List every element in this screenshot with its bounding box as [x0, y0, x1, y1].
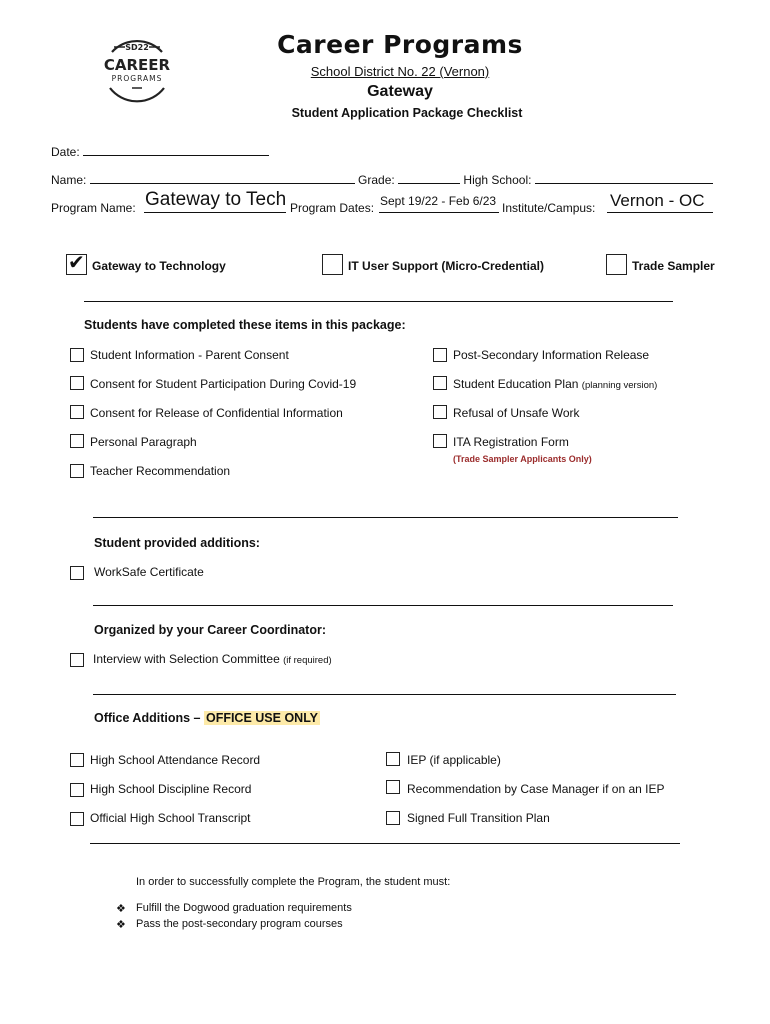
bullet-icon: ❖: [116, 903, 126, 915]
ita-registration-checkbox[interactable]: [433, 434, 447, 448]
gateway-to-technology-checkbox[interactable]: [66, 250, 87, 275]
transcript-checkbox[interactable]: [70, 812, 84, 826]
gateway-to-technology-label: Gateway to Technology: [92, 259, 226, 273]
trade-sampler-label: Trade Sampler: [632, 259, 715, 273]
completion-intro: In order to successfully complete the Program, the student must:: [136, 876, 451, 888]
interview-label: Interview with Selection Committee: [93, 652, 280, 666]
it-user-support-label: IT User Support (Micro-Credential): [348, 259, 545, 273]
divider: [90, 843, 680, 844]
personal-paragraph-checkbox[interactable]: [70, 434, 84, 448]
grade-label: Grade:: [358, 173, 395, 187]
date-label: Date:: [51, 145, 80, 159]
program-title: Gateway: [367, 83, 433, 100]
office-use-only-highlight: OFFICE USE ONLY: [205, 711, 319, 725]
office-heading-prefix: Office Additions –: [94, 711, 204, 725]
program-name-underline: [144, 212, 286, 213]
iep-checkbox[interactable]: [386, 752, 400, 766]
program-name-label: Program Name:: [51, 201, 136, 215]
teacher-recommendation-label: Teacher Recommendation: [90, 464, 231, 478]
institute-label: Institute/Campus:: [502, 201, 596, 215]
post-secondary-release-checkbox[interactable]: [433, 348, 447, 362]
program-dates-label: Program Dates:: [290, 201, 375, 215]
bullet-icon: ❖: [116, 919, 126, 931]
coordinator-heading: Organized by your Career Coordinator:: [94, 623, 326, 637]
confidential-release-label: Consent for Release of Confidential Information: [90, 406, 343, 420]
personal-paragraph-label: Personal Paragraph: [90, 435, 197, 449]
iep-label: IEP (if applicable): [407, 753, 501, 767]
trade-sampler-checkbox[interactable]: [606, 254, 627, 275]
grade-field[interactable]: [398, 171, 460, 184]
transcript-label: Official High School Transcript: [90, 811, 251, 825]
institute-value[interactable]: Vernon - OC: [610, 191, 705, 210]
divider: [93, 694, 676, 695]
checkmark-icon: ✔: [68, 250, 85, 274]
requirement-courses: Pass the post-secondary program courses: [136, 918, 343, 930]
checklist-title: Student Application Package Checklist: [291, 106, 523, 120]
education-plan-row: [453, 377, 657, 391]
discipline-record-checkbox[interactable]: [70, 783, 84, 797]
divider: [84, 301, 673, 302]
ita-registration-label: ITA Registration Form: [453, 435, 569, 449]
high-school-label: High School:: [463, 173, 532, 187]
student-information-checkbox[interactable]: [70, 348, 84, 362]
logo-main-text: CAREER: [103, 56, 171, 74]
interview-note: (if required): [283, 655, 332, 666]
case-manager-checkbox[interactable]: [386, 780, 400, 794]
divider: [93, 517, 678, 518]
education-plan-checkbox[interactable]: [433, 376, 447, 390]
student-information-label: Student Information - Parent Consent: [90, 348, 289, 362]
date-row: [51, 143, 269, 159]
transition-plan-checkbox[interactable]: [386, 811, 400, 825]
additions-heading: Student provided additions:: [94, 536, 260, 550]
program-dates-value[interactable]: Sept 19/22 - Feb 6/23: [380, 194, 497, 208]
post-secondary-release-label: Post-Secondary Information Release: [453, 348, 650, 362]
refusal-unsafe-work-label: Refusal of Unsafe Work: [453, 406, 580, 420]
district-subtitle: School District No. 22 (Vernon): [310, 64, 490, 79]
worksafe-checkbox[interactable]: [70, 566, 84, 580]
requirement-dogwood: Fulfill the Dogwood graduation requirements: [136, 902, 352, 914]
program-name-value[interactable]: Gateway to Tech: [145, 189, 287, 210]
institute-underline: [607, 212, 713, 213]
confidential-release-checkbox[interactable]: [70, 405, 84, 419]
name-row: [51, 171, 713, 187]
worksafe-label: WorkSafe Certificate: [94, 565, 204, 579]
name-field[interactable]: [90, 171, 355, 184]
logo-sub-text: PROGRAMS: [111, 74, 163, 83]
teacher-recommendation-checkbox[interactable]: [70, 464, 84, 478]
refusal-unsafe-work-checkbox[interactable]: [433, 405, 447, 419]
interview-row: [93, 652, 332, 666]
name-label: Name:: [51, 173, 87, 187]
divider: [93, 605, 673, 606]
date-field[interactable]: [83, 143, 269, 156]
attendance-record-checkbox[interactable]: [70, 753, 84, 767]
transition-plan-label: Signed Full Transition Plan: [407, 811, 550, 825]
education-plan-label: Student Education Plan: [453, 377, 579, 391]
case-manager-label: Recommendation by Case Manager if on an IEP: [407, 782, 665, 796]
it-user-support-checkbox[interactable]: [322, 254, 343, 275]
page-title: Career Programs: [277, 30, 523, 59]
covid-consent-label: Consent for Student Participation During Covid-19: [90, 377, 357, 391]
office-heading: [94, 711, 320, 725]
discipline-record-label: High School Discipline Record: [90, 782, 252, 796]
logo-top-text: SD22: [125, 43, 149, 52]
covid-consent-checkbox[interactable]: [70, 376, 84, 390]
completed-heading: Students have completed these items in this package:: [84, 318, 406, 332]
program-dates-underline: [379, 212, 499, 213]
attendance-record-label: High School Attendance Record: [90, 753, 261, 767]
high-school-field[interactable]: [535, 171, 713, 184]
interview-checkbox[interactable]: [70, 653, 84, 667]
education-plan-note: (planning version): [581, 380, 658, 391]
ita-note: (Trade Sampler Applicants Only): [453, 454, 592, 464]
